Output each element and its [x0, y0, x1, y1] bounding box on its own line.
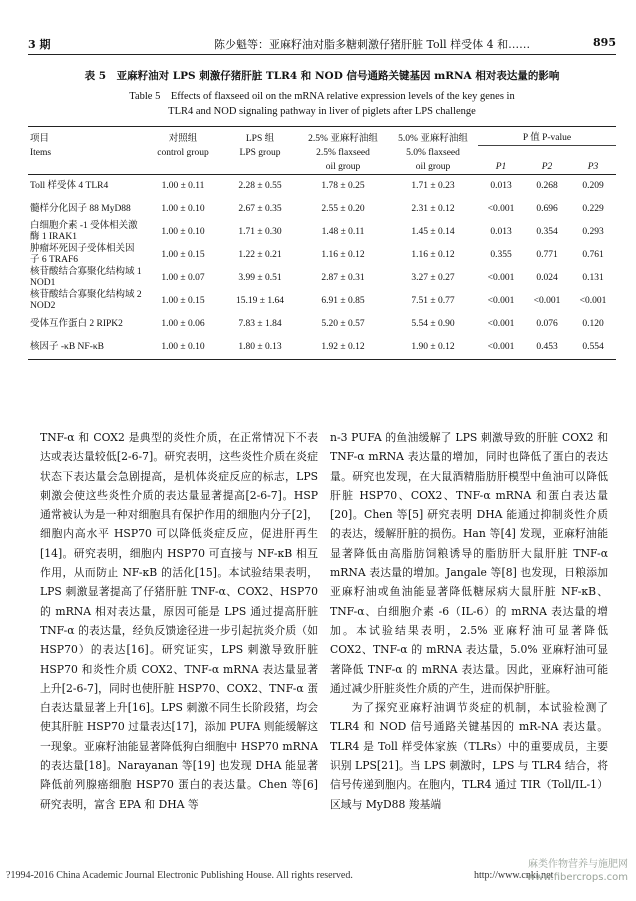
cell-item: 核苷酸结合寡聚化结构域 1 NOD1 [30, 267, 142, 288]
table-caption-cn: 表 5 亚麻籽油对 LPS 刺激仔猪肝脏 TLR4 和 NOD 信号通路关键基因 mRNA 相对表达量的影响 [84, 70, 560, 82]
header-control-cn: 对照组 [144, 127, 222, 146]
body-paragraph: TNF-α 和 COX2 是典型的炎性介质，在正常情况下不表达或表达量较低[2-6-7]。研究表明，这些炎性介质在炎症状态下表达量会急剧提高，是机体炎症反应的标志，LPS 刺激会使这些炎性介质的表达量显著提高[2-6-7]。HSP 通常被认为是一种对细胞具有保护作用的细胞内分子[2]，细胞内高水平 HSP70 可以降低炎症反应，促进肝再生[14]。研究表明，细胞内 HSP70 可直接与 NF-κB 相互作用，从而防止 NF-κB 的活化[15]。本试验结果表明，LPS 刺激显著提高了仔猪肝脏 TNF-α、COX2、HSP70 的 mRNA 相对表达量，原因可能是 LPS 通过提高肝脏 TNF-α 的表达量，经负反馈途径进一步引起抗炎介质（如 HSP70）的表达[16]。研究证实，LPS 刺激导致肝脏 HSP70 和炎性介质 COX2、TNF-α mRNA 表达量显著上升[2-6-7]，同时也使肝脏 HSP70、COX2、TNF-α 蛋白表达量显著上升[16]。LPS 刺激不同生长阶段猪，均会使其肝脏 HSP70 过量表达[17]，添加 PUFA 则能缓解这一现象。亚麻籽油能显著降低狗白细胞中 HSP70 mRNA 的表达量[18]。Narayanan 等[19] 也发现 DHA 能显著降低前列腺癌细胞 HSP70 蛋白的表达量。Chen 等[6] 研究表明，富含 EPA 和 DHA 等 [40, 431, 318, 811]
table-body [28, 174, 616, 359]
cell-item: 白细胞介素 -1 受体相关激酶 1 IRAK1 [30, 221, 138, 242]
table-row [28, 174, 616, 198]
table-row [28, 244, 616, 267]
cell-control: 1.00 ± 0.11 [161, 181, 205, 191]
header-fs25-en2: oil group [298, 160, 388, 175]
cell-p3: 0.209 [582, 181, 604, 191]
cell-fs25: 6.91 ± 0.85 [321, 296, 365, 306]
cell-item: 核苷酸结合寡聚化结构域 2 NOD2 [30, 290, 142, 311]
header-p-value: P 值 P-value [478, 127, 616, 146]
cell-p3: 0.761 [582, 250, 604, 260]
cell-lps: 2.67 ± 0.35 [238, 204, 282, 214]
page-number: 895 [593, 36, 616, 49]
cell-fs50: 1.90 ± 0.12 [388, 336, 478, 360]
cell-p2: 0.268 [536, 181, 558, 191]
cell-p1: 0.013 [490, 181, 512, 191]
cell-fs50: 1.71 ± 0.23 [411, 181, 455, 191]
table-row [28, 290, 616, 313]
body-paragraph: n-3 PUFA 的鱼油缓解了 LPS 刺激导致的肝脏 COX2 和 TNF-α mRNA 表达量的增加，同时也降低了蛋白的表达量。研究也发现，在大鼠酒精脂肪肝模型中鱼油可以降低肝脏 HSP70、COX2、TNF-α mRNA 和蛋白表达量[20]。Chen 等[5] 研究表明 DHA 能通过抑制炎性介质的表达，缓解肝脏的损伤。Han 等[4] 发现，亚麻籽油能显著降低由高脂肪饲粮诱导的脂肪肝大鼠肝脏 TNF-α mRNA 表达量的增加。Jangale 等[8] 也发现，日粮添加亚麻籽油或鱼油能显著降低糖尿病大鼠肝脏 NF-κB、TNF-α、白细胞介素 -6（IL-6）的 mRNA 表达量的增加。本试验结果表明，2.5% 亚麻籽油可显著降低 COX2、TNF-α 的 mRNA 表达量，5.0% 亚麻籽油可显著降低 TNF-α 的 mRNA 表达量。因此，亚麻籽油可能通过减少肝脏炎性介质的产生，进而保护肝脏。 [330, 431, 608, 695]
table-row [28, 198, 616, 221]
header-fs50-en2: oil group [388, 160, 478, 175]
cell-p2: 0.771 [536, 250, 558, 260]
header-item-en: Items [30, 147, 52, 158]
cell-lps: 2.28 ± 0.55 [238, 181, 282, 191]
cell-lps: 1.80 ± 0.13 [222, 336, 298, 360]
table-row [28, 221, 616, 244]
header-fs25-cn: 2.5% 亚麻籽油组 [298, 127, 388, 146]
running-title: 陈少魁等：亚麻籽油对脂多糖刺激仔猪肝脏 Toll 样受体 4 和…… [214, 38, 531, 51]
issue-label: 3 期 [28, 38, 51, 51]
header-p3: P3 [570, 160, 616, 175]
site-watermark [527, 858, 628, 884]
cell-p3: <0.001 [579, 296, 607, 306]
cell-fs25: 2.87 ± 0.31 [321, 273, 365, 283]
header-p2: P2 [524, 160, 570, 175]
cell-p3: 0.229 [582, 204, 604, 214]
cell-control: 1.00 ± 0.15 [161, 250, 205, 260]
cell-lps: 1.71 ± 0.30 [238, 227, 282, 237]
header-fs50-cn: 5.0% 亚麻籽油组 [388, 127, 478, 146]
cell-p1: 0.013 [490, 227, 512, 237]
cell-fs25: 1.78 ± 0.25 [321, 181, 365, 191]
cell-p2: 0.354 [536, 227, 558, 237]
body-paragraph: 为了探究亚麻籽油调节炎症的机制，本试验检测了 TLR4 和 NOD 信号通路关键基因的 mR-NA 表达量。TLR4 是 Toll 样受体家族（TLRs）中的重要成员，主要识别 LPS[21]。当 LPS 刺激时，LPS 与 TLR4 结合，将信号传递到胞内。在胞内，TLR4 通过 TIR（Toll/IL-1）区域与 MyD88 羧基端 [330, 701, 608, 811]
footer-url[interactable]: http://www.cnki.net [474, 870, 554, 881]
cell-p2: 0.453 [524, 336, 570, 360]
header-lps-en: LPS group [239, 147, 281, 158]
cell-item: 受体互作蛋白 2 RIPK2 [30, 318, 123, 329]
cell-lps: 15.19 ± 1.64 [236, 296, 284, 306]
cell-item: 髓样分化因子 88 MyD88 [30, 203, 131, 214]
cell-fs25: 1.16 ± 0.12 [321, 250, 365, 260]
header-control-en: control group [157, 147, 209, 158]
cell-p2: 0.696 [536, 204, 558, 214]
cell-control: 1.00 ± 0.07 [161, 273, 205, 283]
cell-p1: <0.001 [487, 319, 515, 329]
header-p1: P1 [478, 160, 524, 175]
cell-p3: 0.554 [570, 336, 616, 360]
table-row [28, 267, 616, 290]
header-fs50-en1: 5.0% flaxseed [406, 147, 460, 158]
cell-control: 1.00 ± 0.15 [161, 296, 205, 306]
cell-control: 1.00 ± 0.10 [144, 336, 222, 360]
cell-item: Toll 样受体 4 TLR4 [30, 180, 109, 191]
cell-fs25: 5.20 ± 0.57 [321, 319, 365, 329]
cell-fs50: 1.45 ± 0.14 [411, 227, 455, 237]
cell-lps: 7.83 ± 1.84 [238, 319, 282, 329]
cell-p2: 0.076 [536, 319, 558, 329]
cell-p3: 0.293 [582, 227, 604, 237]
header-fs25-en1: 2.5% flaxseed [316, 147, 370, 158]
cell-control: 1.00 ± 0.10 [161, 204, 205, 214]
cell-fs50: 1.16 ± 0.12 [411, 250, 455, 260]
table-row [28, 336, 616, 360]
table-row [28, 313, 616, 336]
header-item-cn: 项目 [28, 127, 144, 146]
body-column-left [40, 428, 318, 814]
cell-p3: 0.120 [582, 319, 604, 329]
cell-p1: <0.001 [478, 336, 524, 360]
body-column-right [330, 428, 608, 814]
header-lps-cn: LPS 组 [222, 127, 298, 146]
cell-p2: <0.001 [533, 296, 561, 306]
cell-fs25: 1.48 ± 0.11 [321, 227, 365, 237]
data-table [28, 126, 616, 360]
watermark-line-1: 麻类作物营养与施肥网 [528, 859, 628, 870]
table-caption-en-line2: TLR4 and NOD signaling pathway in liver of piglets after LPS challenge [168, 106, 476, 117]
cell-item: 核因子 -κB NF-κB [28, 336, 144, 360]
table-caption-en-line1: Table 5 Effects of flaxseed oil on the mRNA relative expression levels of the key genes in [129, 91, 515, 102]
cell-p1: <0.001 [487, 296, 515, 306]
cell-fs50: 7.51 ± 0.77 [411, 296, 455, 306]
cell-lps: 1.22 ± 0.21 [238, 250, 282, 260]
copyright-notice: ?1994-2016 China Academic Journal Electronic Publishing House. All rights reserved. [6, 870, 353, 881]
cell-fs50: 2.31 ± 0.12 [411, 204, 455, 214]
cell-p1: <0.001 [487, 273, 515, 283]
cell-lps: 3.99 ± 0.51 [238, 273, 282, 283]
cell-p2: 0.024 [536, 273, 558, 283]
cell-fs50: 3.27 ± 0.27 [411, 273, 455, 283]
watermark-line-2: www.fibercrops.com [526, 872, 628, 883]
cell-p1: <0.001 [487, 204, 515, 214]
page-header [28, 32, 616, 55]
cell-p3: 0.131 [582, 273, 604, 283]
cell-p1: 0.355 [490, 250, 512, 260]
cell-fs50: 5.54 ± 0.90 [411, 319, 455, 329]
cell-control: 1.00 ± 0.10 [161, 227, 205, 237]
cell-item: 肿瘤坏死因子受体相关因子 6 TRAF6 [30, 244, 135, 265]
cell-fs25: 1.92 ± 0.12 [298, 336, 388, 360]
cell-fs25: 2.55 ± 0.20 [321, 204, 365, 214]
cell-control: 1.00 ± 0.06 [161, 319, 205, 329]
